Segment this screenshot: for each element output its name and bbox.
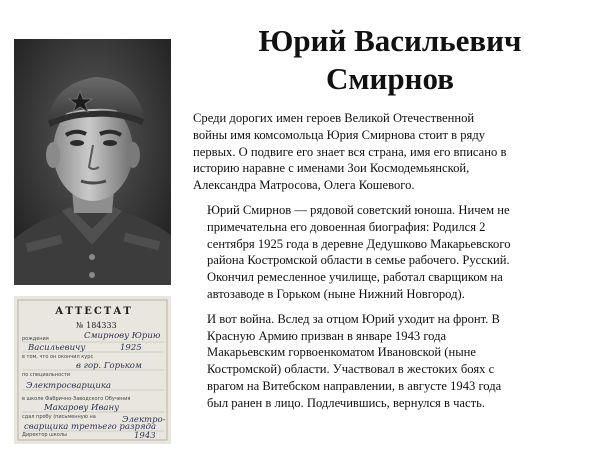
text-line: Красную Армию призван в январе 1943 года bbox=[207, 328, 447, 343]
title-line-name: Юрий Васильевич bbox=[258, 23, 522, 58]
text-line: был ранен в лицо. Подлечившись, вернулся в часть. bbox=[207, 395, 486, 410]
certificate-handwritten-line: 1943 bbox=[134, 431, 156, 441]
text-line: Александра Матросова, Олега Кошевого. bbox=[193, 178, 415, 193]
biography-text bbox=[193, 110, 593, 420]
certificate-printed-line: Директор школы bbox=[22, 432, 67, 438]
certificate-handwritten-line: Макарову Ивану bbox=[44, 403, 120, 413]
page-title bbox=[180, 22, 600, 98]
certificate-handwritten-line: в гор. Горьком bbox=[76, 361, 142, 371]
certificate-handwritten-line: Электросварщика bbox=[26, 381, 111, 391]
paragraph-intro bbox=[193, 110, 593, 194]
text-line: врагом на Витебском направлении, в августе 1943 года bbox=[207, 378, 502, 393]
portrait-illustration bbox=[14, 39, 171, 285]
certificate-heading: АТТЕСТАТ bbox=[55, 306, 133, 317]
certificate-printed-line: в школе Фабрично-Заводского Обучения bbox=[22, 396, 131, 402]
paragraph-war bbox=[193, 311, 593, 412]
portrait-photo bbox=[14, 39, 171, 285]
certificate-printed-line: по специальности bbox=[22, 372, 71, 378]
text-line: Макарьевским горвоенкоматом Ивановской (ныне bbox=[207, 345, 477, 360]
certificate-printed-line: в том, что он окончил курс bbox=[22, 354, 94, 360]
text-line: Юрий Смирнов — рядовой советский юноша. Ничем не bbox=[207, 202, 510, 217]
certificate-handwritten-line: Смирнову Юрию bbox=[84, 331, 161, 341]
certificate-handwritten-line: 1925 bbox=[120, 343, 142, 353]
text-line: сентября 1925 года в деревне Дедушково Макарьевского bbox=[207, 236, 511, 251]
text-line: первых. О подвиге его знает вся страна, имя его вписано в bbox=[193, 144, 507, 159]
text-line: историю наравне с именами Зои Космодемьянской, bbox=[193, 161, 470, 176]
text-line: примечательна его довоенная биография: Родился 2 bbox=[207, 219, 486, 234]
text-line: Среди дорогих имен героев Великой Отечественной bbox=[193, 111, 475, 125]
text-line: Окончил ремесленное училище, работал сварщиком на bbox=[207, 270, 503, 285]
certificate-handwritten-line: Васильевичу bbox=[28, 343, 86, 353]
text-line: района Костромской области в семье рабочего. Русский. bbox=[207, 253, 510, 268]
certificate-handwritten-line: сварщика третьего разряда bbox=[24, 422, 157, 432]
text-line: автозаводе в Горьком (ныне Нижний Новгород). bbox=[207, 286, 465, 301]
certificate-handwritten-line: Электро- bbox=[122, 415, 166, 425]
certificate-number: № 184333 bbox=[76, 321, 117, 330]
text-line: Костромской) области. Участвовал в жестоких боях с bbox=[207, 362, 495, 377]
text-line: войны имя комсомольца Юрия Смирнова стоит в ряду bbox=[193, 127, 486, 142]
certificate-photo bbox=[14, 296, 171, 444]
certificate-printed-line: рождения bbox=[22, 336, 49, 342]
certificate-printed-line: сдал пробу (письменную на bbox=[22, 414, 96, 420]
title-line-surname: Смирнов bbox=[326, 61, 454, 96]
paragraph-biography bbox=[193, 202, 593, 303]
certificate-illustration bbox=[14, 296, 171, 444]
text-line: И вот война. Вслед за отцом Юрий уходит на фронт. В bbox=[207, 311, 500, 326]
